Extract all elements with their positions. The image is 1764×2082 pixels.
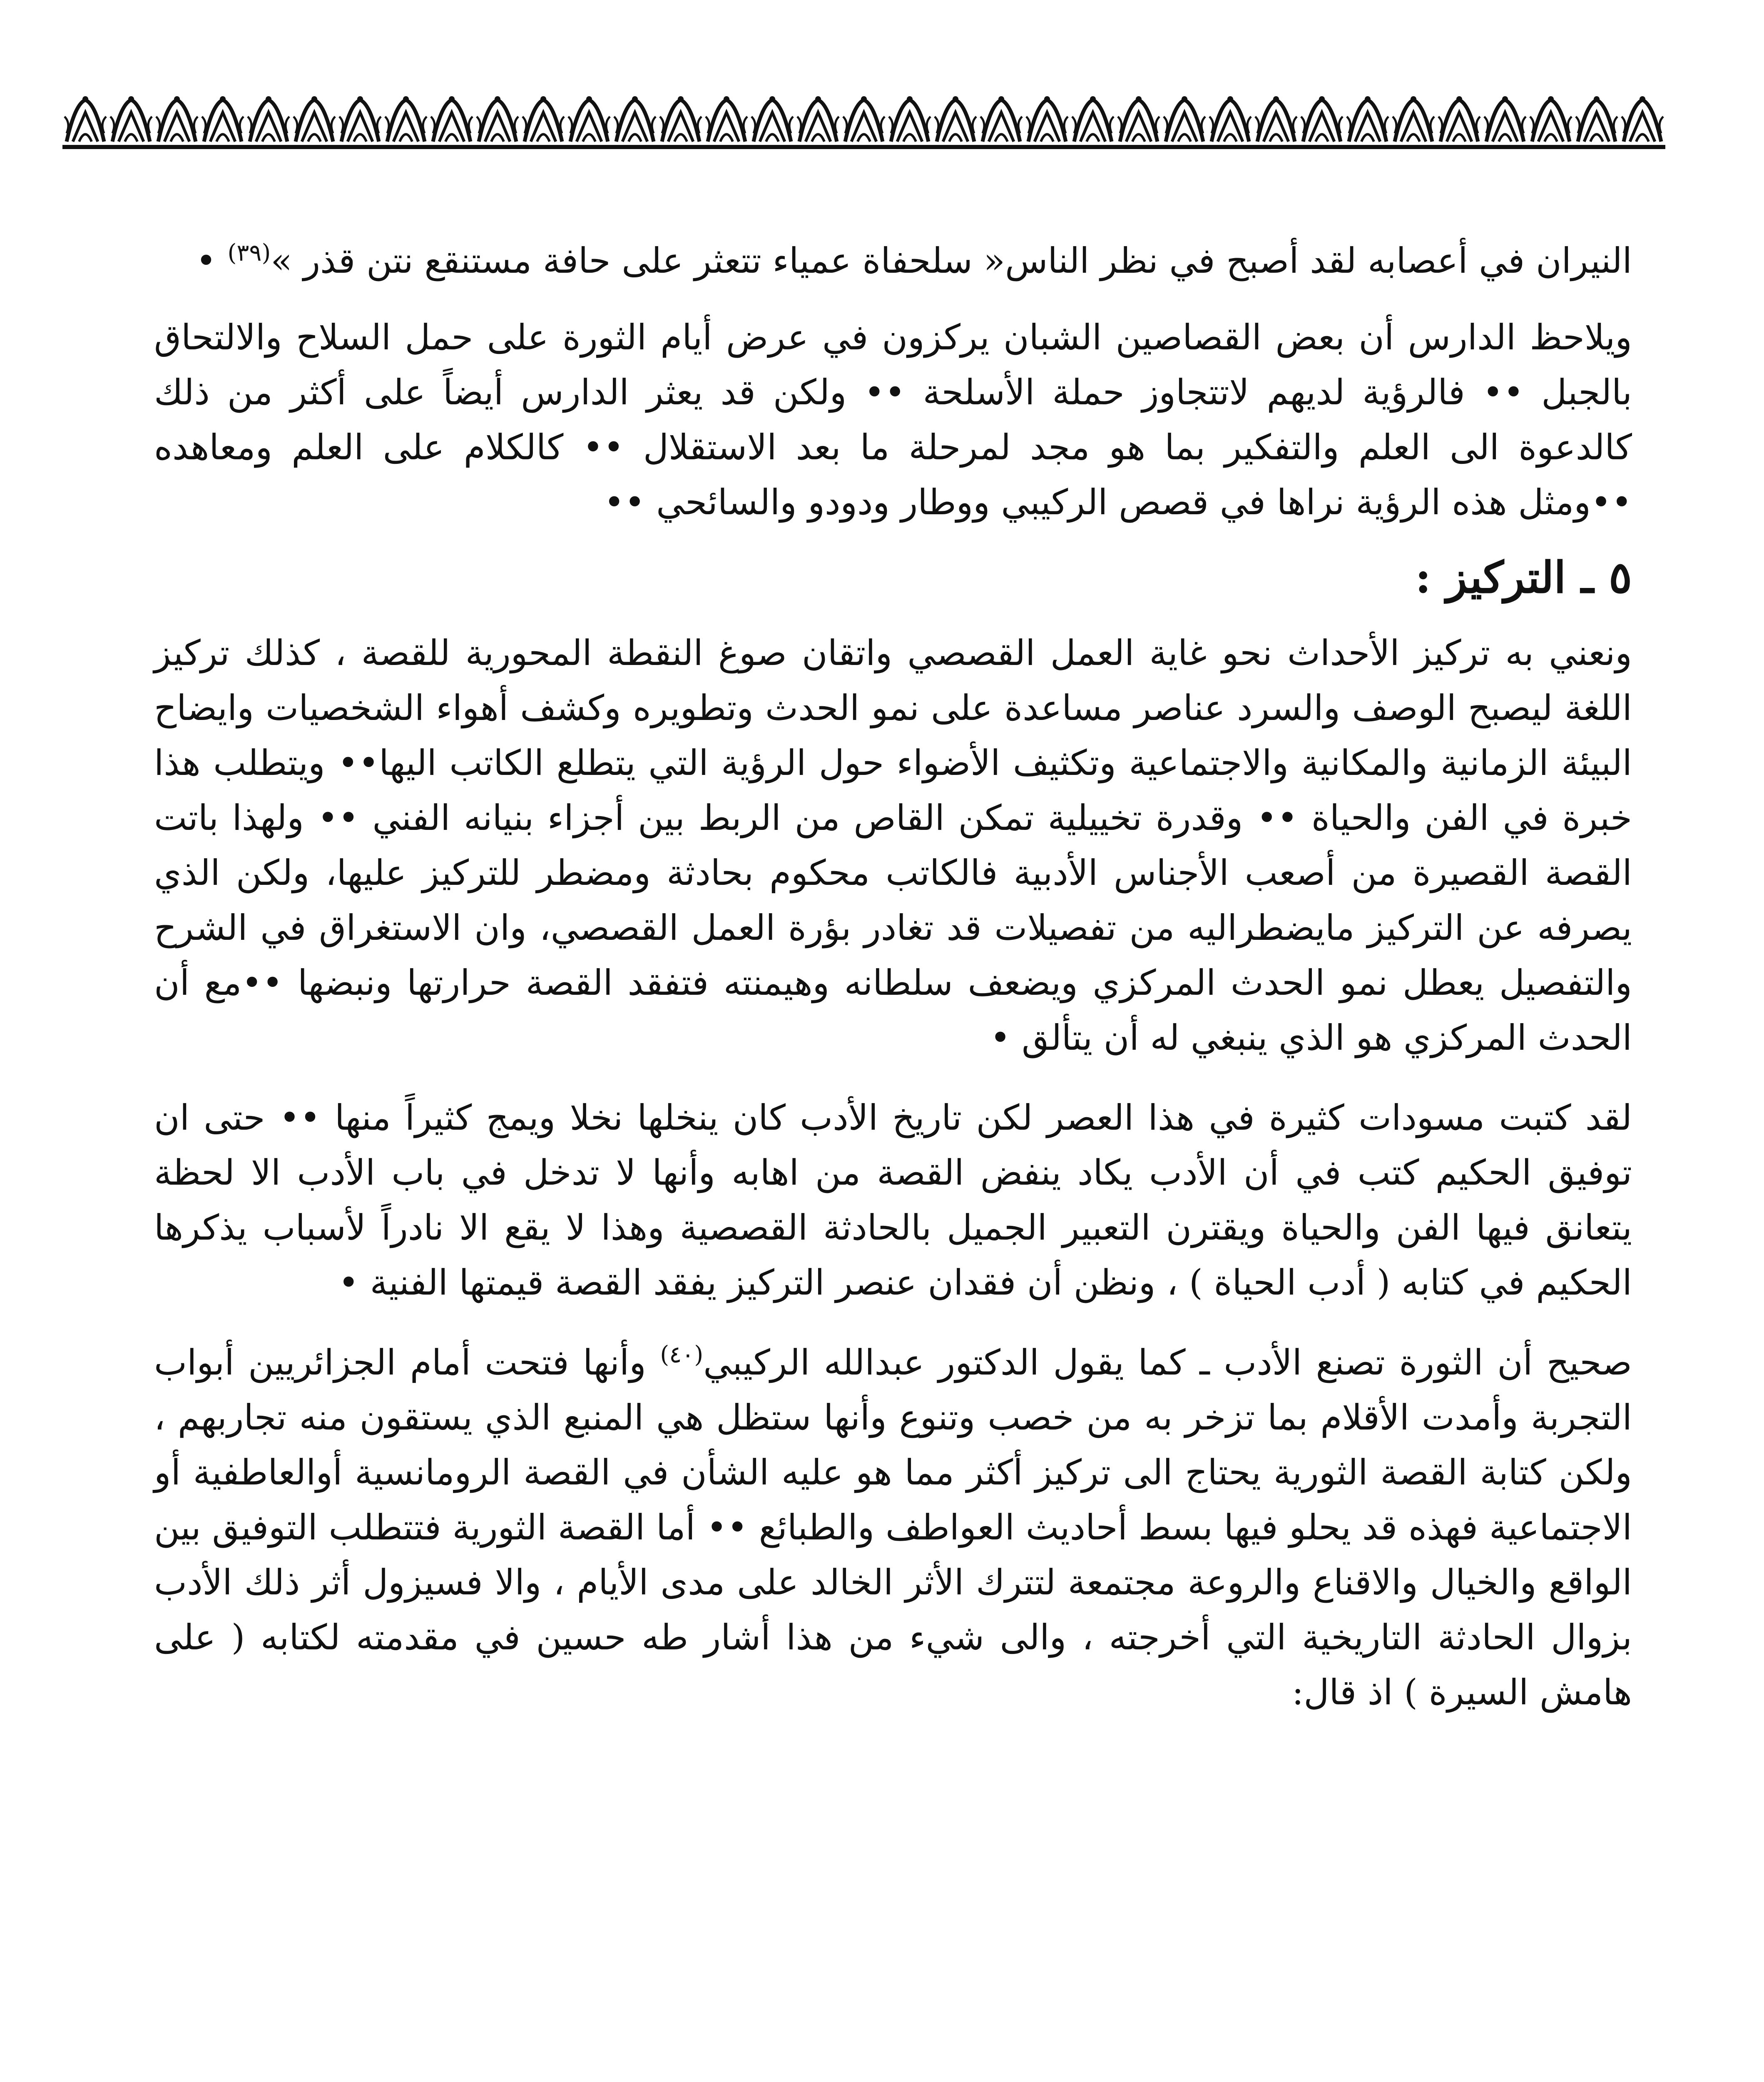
paragraph-1-text: النيران في أعصابه لقد أصبح في نظر الناس« سلحفاة عمياء تتعثر على حافة مستنقع نتن قذر »	[271, 240, 1632, 281]
paragraph-1-end: •	[196, 240, 228, 281]
paragraph-5-text-a: صحيح أن الثورة تصنع الأدب ـ كما يقول الدكتور عبدالله الركيبي	[703, 1342, 1632, 1383]
floral-border-icon	[62, 92, 1665, 154]
paragraph-5	[154, 1335, 1632, 1720]
section-heading-concentration: ٥ ـ التركيز :	[1415, 552, 1632, 603]
paragraph-5-text-b: وأنها فتحت أمام الجزائريين أبواب التجربة وأمدت الأقلام بما تزخر به من خصب وتنوع وأنها ستظل هي المنبع الذي يستقون منه تجاربهم ، ولكن كتابة القصة الثورية يحتاج الى تركيز أكثر مما هو عليه الشأن في القصة الرومانسية أوالعاطفية أو الاجتماعية فهذه قد يحلو فيها بسط أحاديث العواطف والطبائع •• أما القصة الثورية فتتطلب التوفيق بين الواقع والخيال والاقناع والروعة مجتمعة لتترك الأثر الخالد على مدى الأيام ، والا فسيزول أثر ذلك الأدب بزوال الحادثة التاريخية التي أخرجته ، والى شيء من هذا أشار طه حسين في مقدمته لكتابه ( على هامش السيرة ) اذ قال:	[154, 1342, 1632, 1713]
paragraph-3: ونعني به تركيز الأحداث نحو غاية العمل القصصي واتقان صوغ النقطة المحورية للقصة ، كذلك تركيز اللغة ليصبح الوصف والسرد عناصر مساعدة على نمو الحدث وتطويره وكشف أهواء الشخصيات وايضاح البيئة الزمانية والمكانية والاجتماعية وتكثيف الأضواء حول الرؤية التي يتطلع الكاتب اليها•• ويتطلب هذا خبرة في الفن والحياة •• وقدرة تخييلية تمكن القاص من الربط بين أجزاء بنيانه الفني •• ولهذا باتت القصة القصيرة من أصعب الأجناس الأدبية فالكاتب محكوم بحادثة ومضطر للتركيز عليها، ولكن الذي يصرفه عن التركيز مايضطراليه من تفصيلات قد تغادر بؤرة العمل القصصي، وان الاستغراق في الشرح والتفصيل يعطل نمو الحدث المركزي ويضعف سلطانه وهيمنته فتفقد القصة حرارتها ونبضها ••مع أن الحدث المركزي هو الذي ينبغي له أن يتألق •	[154, 633, 1632, 1058]
footnote-ref-40: (٤٠)	[660, 1341, 704, 1368]
paragraph-2: ويلاحظ الدارس أن بعض القصاصين الشبان يركزون في عرض أيام الثورة على حمل السلاح والالتحاق بالجبل •• فالرؤية لديهم لاتتجاوز حملة الأسلحة •• ولكن قد يعثر الدارس أيضاً على أكثر من ذلك كالدعوة الى العلم والتفكير بما هو مجد لمرحلة ما بعد الاستقلال •• كالكلام على العلم ومعاهده ••ومثل هذه الرؤية نراها في قصص الركيبي ووطار ودودو والسائحي ••	[154, 317, 1632, 523]
footnote-ref-39: (٣٩)	[227, 239, 271, 266]
page-body	[154, 233, 1632, 1720]
paragraph-4: لقد كتبت مسودات كثيرة في هذا العصر لكن تاريخ الأدب كان ينخلها نخلا ويمج كثيراً منها •• حتى ان توفيق الحكيم كتب في أن الأدب يكاد ينفض القصة من اهابه وأنها لا تدخل في باب الأدب الا لحظة يتعانق فيها الفن والحياة ويقترن التعبير الجميل بالحادثة القصصية وهذا لا يقع الا نادراً لأسباب يذكرها الحكيم في كتابه ( أدب الحياة ) ، ونظن أن فقدان عنصر التركيز يفقد القصة قيمتها الفنية •	[154, 1097, 1632, 1303]
floral-border-graphic	[62, 92, 1665, 154]
paragraph-1	[154, 233, 1632, 288]
